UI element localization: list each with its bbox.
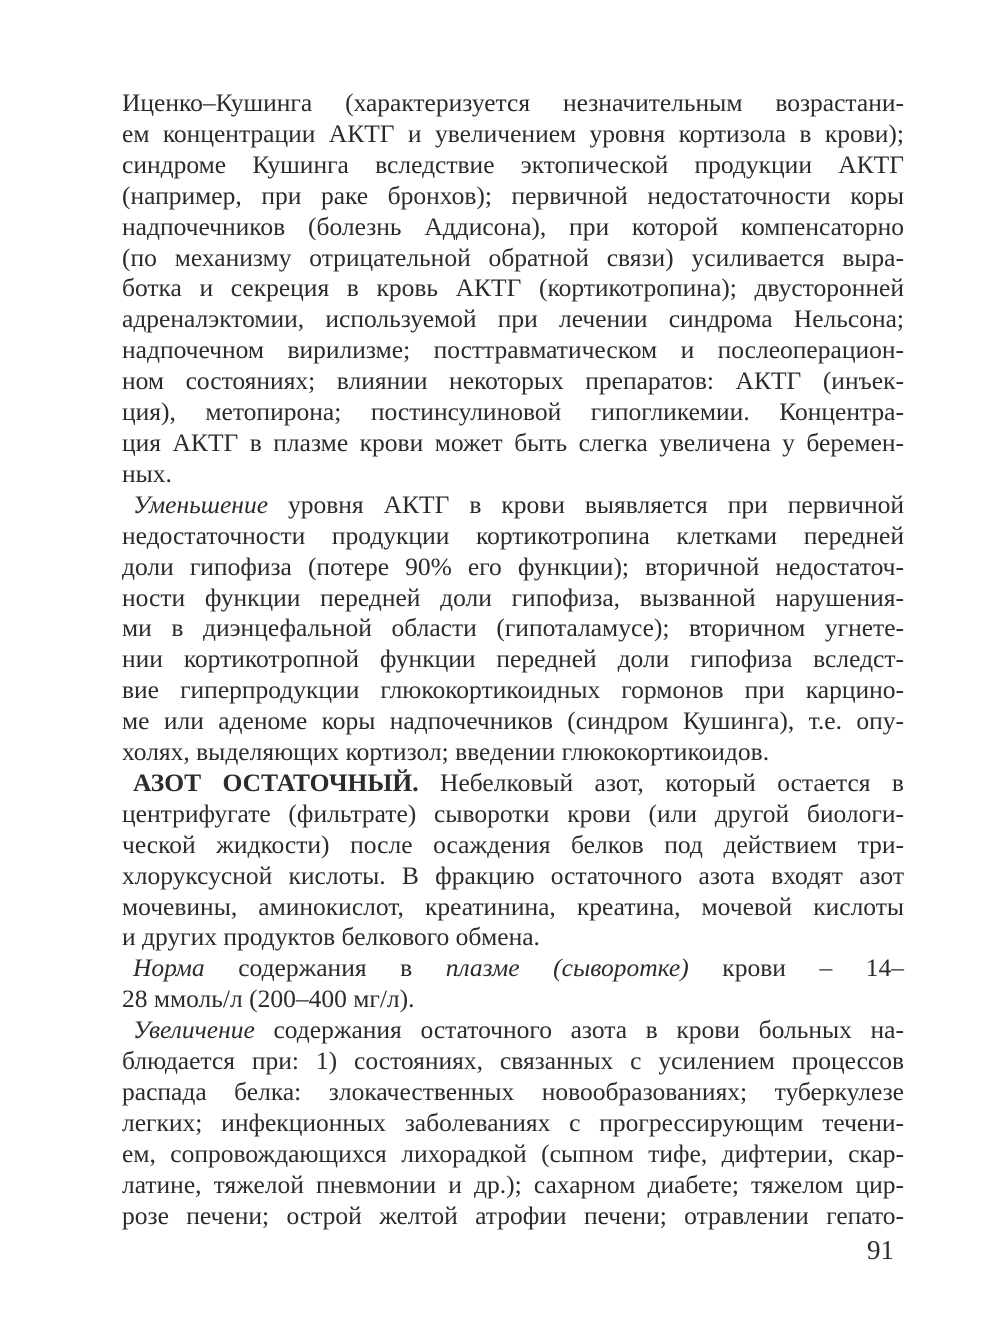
text-fragment: крови – 14–: [688, 953, 905, 983]
paragraph-nitrogen-increase: [122, 1015, 904, 1231]
text-line: ном состояниях; влиянии некоторых препаратов: АКТГ (инъек-: [122, 366, 904, 396]
text-line: центрифугате (фильтрате) сыворотки крови (или другой биологи-: [122, 798, 904, 828]
text-line: розе печени; острой желтой атрофии печени; отравлении гепато-: [122, 1200, 904, 1230]
text-line: [122, 1015, 904, 1046]
term-italic: Уменьшение: [133, 489, 269, 519]
text-line: ботка и секреция в кровь АКТГ (кортикотропина); двусторонней: [122, 273, 904, 303]
text-line: распада белка: злокачественных новообразованиях; туберкулезе: [122, 1077, 904, 1106]
paragraph-norm: [122, 953, 904, 1015]
text-line: (по механизму отрицательной обратной связи) усиливается выра-: [122, 242, 904, 272]
text-line: холях, выделяющих кортизол; введении глюкокортикоидов.: [122, 737, 770, 767]
text-line: и других продуктов белкового обмена.: [122, 922, 540, 952]
text-line: [122, 490, 904, 521]
text-line: адреналэктомии, используемой при лечении синдрома Нельсона;: [122, 304, 904, 334]
text-line: [122, 953, 904, 984]
text-line: недостаточности продукции кортикотропина клетками передней: [122, 520, 904, 550]
text-line: ция), метопирона; постинсулиновой гипогликемии. Концентра-: [122, 397, 904, 427]
text-line: ция АКТГ в плазме крови может быть слегка увеличена у беремен-: [122, 427, 904, 457]
text-line: легких; инфекционных заболеваниях с прогрессирующим течени-: [122, 1107, 904, 1137]
paragraph-acth-increase-continued: [122, 88, 904, 490]
term-italic: плазме (сыворотке): [445, 953, 689, 983]
text-fragment: содержания остаточного азота в крови больных на-: [254, 1015, 904, 1045]
text-line: мочевины, аминокислот, креатинина, креатина, мочевой кислоты: [122, 891, 904, 921]
text-line: нии кортикотропной функции передней доли гипофиза вследст-: [122, 644, 904, 674]
text-line: латине, тяжелой пневмонии и др.); сахарном диабете; тяжелом цир-: [122, 1169, 904, 1199]
text-line: ческой жидкости) после осаждения белков под действием три-: [122, 829, 904, 859]
text-line: 28 ммоль/л (200–400 мг/л).: [122, 984, 415, 1014]
term-italic: Увеличение: [133, 1015, 255, 1045]
paragraph-acth-decrease: [122, 490, 904, 768]
text-fragment: содержания в: [204, 953, 446, 983]
section-heading: АЗОТ ОСТАТОЧНЫЙ.: [133, 767, 419, 797]
term-italic: Норма: [133, 953, 205, 983]
text-line: ме или аденоме коры надпочечников (синдром Кушинга), т.е. опу-: [122, 706, 904, 736]
text-line: Иценко–Кушинга (характеризуется незначительным возрастани-: [122, 88, 904, 117]
text-line: ных.: [122, 458, 172, 488]
text-line: хлоруксусной кислоты. В фракцию остаточного азота входят азот: [122, 860, 904, 890]
text-line: вие гиперпродукции глюкокортикоидных гормонов при карцино-: [122, 675, 904, 705]
text-line: ми в диэнцефальной области (гипоталамусе); вторичном угнете-: [122, 613, 904, 643]
text-line: доли гипофиза (потере 90% его функции); вторичной недостаточ-: [122, 551, 904, 581]
text-line: блюдается при: 1) состояниях, связанных с усилением процессов: [122, 1046, 904, 1076]
text-fragment: Небелковый азот, который остается в: [418, 767, 904, 797]
text-line: синдроме Кушинга вследствие эктопической продукции АКТГ: [122, 149, 904, 179]
text-line: надпочечников (болезнь Аддисона), при которой компенсаторно: [122, 211, 904, 241]
page-number: 91: [867, 1235, 894, 1265]
text-line: ности функции передней доли гипофиза, вызванной нарушения-: [122, 582, 904, 612]
text-line: ем, сопровождающихся лихорадкой (сыпном тифе, дифтерии, скар-: [122, 1138, 904, 1168]
text-line: [122, 768, 904, 799]
paragraph-residual-nitrogen-definition: [122, 768, 904, 953]
page-text-block: [122, 88, 904, 1232]
text-line: надпочечном вирилизме; посттравматическом и послеоперацион-: [122, 335, 904, 365]
text-line: (например, при раке бронхов); первичной недостаточности коры: [122, 180, 904, 210]
text-line: ем концентрации АКТГ и увеличением уровня кортизола в крови);: [122, 118, 904, 148]
text-fragment: уровня АКТГ в крови выявляется при первичной: [268, 489, 904, 519]
